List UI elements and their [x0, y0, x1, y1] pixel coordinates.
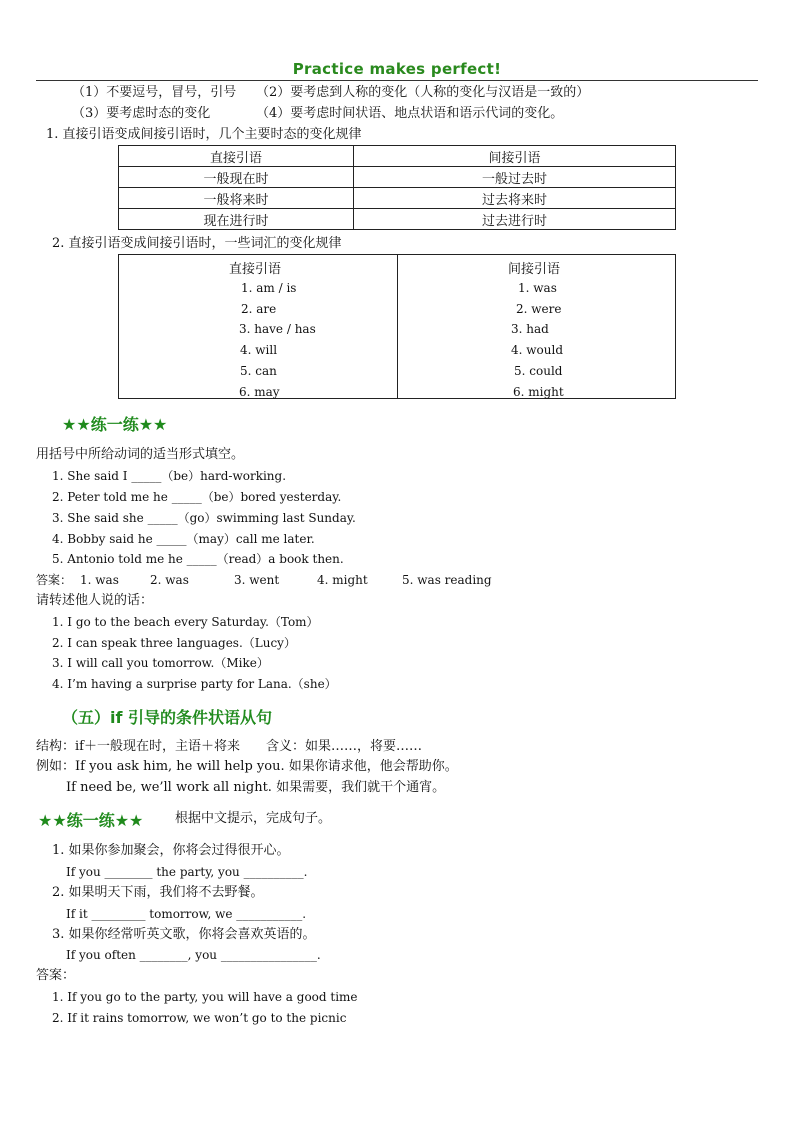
section-5-example-2: If need be, we’ll work all night. 如果需要，我们就干个通宵。 — [66, 780, 446, 795]
vocab-right-item: 2. were — [516, 302, 562, 316]
vocab-left-item: 4. will — [240, 343, 278, 357]
practice-1-answer: 2. was — [150, 573, 189, 587]
tense-cell: 一般过去时 — [354, 167, 676, 188]
practice-1-answer-label: 答案： — [36, 573, 73, 587]
tense-cell: 过去进行时 — [354, 209, 676, 230]
tense-header-indirect: 间接引语 — [354, 146, 676, 167]
vocab-table — [118, 254, 676, 399]
practice-2-instruction: 根据中文提示，完成句子。 — [175, 811, 332, 826]
practice-2-title: ★★练一练★★ — [38, 811, 144, 830]
tense-cell: 一般将来时 — [119, 188, 354, 209]
table-row — [119, 188, 676, 209]
vocab-right-item: 6. might — [513, 385, 564, 399]
practice-2-answer: 1. If you go to the party, you will have a good time — [52, 990, 358, 1004]
rule-2: （2）要考虑到人称的变化（人称的变化与汉语是一致的） — [256, 85, 590, 100]
header-divider — [36, 80, 758, 81]
practice-1-answer: 3. went — [234, 573, 280, 587]
vocab-right-item: 3. had — [511, 322, 549, 336]
rule-3: （3）要考虑时态的变化 — [72, 106, 211, 121]
retell-item: 4. I’m having a surprise party for Lana.（she） — [52, 677, 337, 691]
practice-2-item-en: If it _________ tomorrow, we ___________. — [66, 907, 307, 921]
practice-2-item-cn: 2. 如果明天下雨，我们将不去野餐。 — [52, 885, 264, 900]
rule-4: （4）要考虑时间状语、地点状语和语示代词的变化。 — [256, 106, 564, 121]
retell-item: 2. I can speak three languages.（Lucy） — [52, 636, 296, 650]
practice-1-title: ★★练一练★★ — [62, 415, 168, 434]
practice-1-answer: 5. was reading — [402, 573, 492, 587]
tense-cell: 过去将来时 — [354, 188, 676, 209]
practice-2-item-en: If you often ________, you ________________. — [66, 948, 321, 962]
vocab-left-item: 5. can — [240, 364, 277, 378]
section-5-structure: 结构：if＋一般现在时，主语＋将来 含义：如果……，将要…… — [36, 739, 422, 754]
page-header-title: Practice makes perfect! — [292, 60, 502, 78]
section-5-example-1: 例如：If you ask him, he will help you. 如果你请求他，他会帮助你。 — [36, 759, 458, 774]
tense-cell: 一般现在时 — [119, 167, 354, 188]
section-5-title: （五）if 引导的条件状语从句 — [62, 708, 273, 727]
tense-header-direct: 直接引语 — [119, 146, 354, 167]
vocab-left-item: 2. are — [241, 302, 277, 316]
practice-2-answer-label: 答案： — [36, 968, 76, 983]
retell-item: 3. I will call you tomorrow.（Mike） — [52, 656, 269, 670]
vocab-header-indirect: 间接引语 — [508, 262, 561, 277]
tense-table — [118, 145, 676, 230]
table-row — [119, 167, 676, 188]
practice-1-item: 5. Antonio told me he _____（read）a book then. — [52, 552, 344, 566]
vocab-header-direct: 直接引语 — [229, 262, 282, 277]
tense-cell: 现在进行时 — [119, 209, 354, 230]
practice-1-answer: 1. was — [80, 573, 119, 587]
tense-header-row — [119, 146, 676, 167]
practice-1-answer: 4. might — [317, 573, 368, 587]
practice-1-instruction: 用括号中所给动词的适当形式填空。 — [36, 447, 245, 462]
retell-label: 请转述他人说的话： — [36, 593, 154, 608]
vocab-left-item: 6. may — [239, 385, 280, 399]
practice-1-item: 2. Peter told me he _____（be）bored yesterday. — [52, 490, 342, 504]
vocab-left-item: 3. have / has — [239, 322, 316, 336]
rule-1: （1）不要逗号，冒号，引号 — [72, 85, 237, 100]
table-row — [119, 209, 676, 230]
practice-1-item: 1. She said I _____（be）hard-working. — [52, 469, 287, 483]
practice-2-item-cn: 1. 如果你参加聚会，你将会过得很开心。 — [52, 843, 290, 858]
practice-1-item: 4. Bobby said he _____（may）call me later. — [52, 532, 315, 546]
practice-2-answer: 2. If it rains tomorrow, we won’t go to the picnic — [52, 1011, 347, 1025]
vocab-right-item: 5. could — [514, 364, 563, 378]
vocab-left-item: 1. am / is — [241, 281, 297, 295]
retell-item: 1. I go to the beach every Saturday.（Tom） — [52, 615, 319, 629]
practice-2-item-en: If you ________ the party, you __________. — [66, 865, 308, 879]
vocab-intro: 2. 直接引语变成间接引语时，一些词汇的变化规律 — [52, 236, 342, 251]
tense-intro: 1. 直接引语变成间接引语时，几个主要时态的变化规律 — [46, 127, 362, 142]
vocab-divider — [397, 255, 398, 398]
practice-1-item: 3. She said she _____（go）swimming last Sunday. — [52, 511, 356, 525]
practice-2-item-cn: 3. 如果你经常听英文歌，你将会喜欢英语的。 — [52, 927, 316, 942]
vocab-right-item: 1. was — [518, 281, 557, 295]
vocab-right-item: 4. would — [511, 343, 564, 357]
